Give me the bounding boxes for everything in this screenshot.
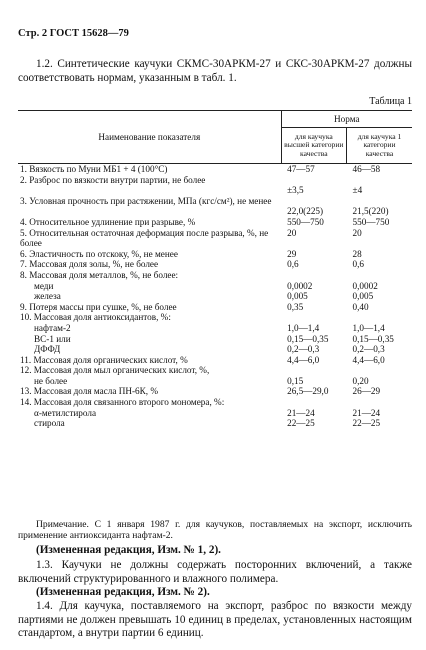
row-name: 3. Условная прочность при растяжении, МПа (кгс/см²), не менее — [20, 195, 272, 206]
value-first — [347, 270, 412, 281]
value-first: 20 — [352, 227, 362, 238]
table-caption: Таблица 1 — [369, 96, 412, 107]
table-row — [18, 281, 412, 292]
table-row — [18, 397, 412, 408]
column-header-highest: для каучука высшей категории качества — [281, 128, 346, 164]
row-name: 10. Массовая доля антиоксидантов, %: — [20, 312, 171, 323]
row-name: меди — [34, 280, 54, 291]
value-highest: 550—750 — [287, 216, 324, 227]
value-highest — [281, 270, 346, 281]
value-first: 0,20 — [352, 375, 369, 386]
table-row — [18, 344, 412, 355]
row-name: 2. Разброс по вязкости внутри партии, не более — [20, 174, 206, 185]
edit-note-1: (Измененная редакция, Изм. № 1, 2). — [36, 544, 221, 556]
norms-table — [18, 110, 412, 429]
value-first: 550—750 — [352, 216, 390, 227]
row-name: нафтам-2 — [34, 322, 71, 333]
edit-note-2: (Измененная редакция, Изм. № 2). — [36, 586, 210, 598]
value-highest: 22—25 — [287, 418, 315, 429]
value-highest: 1,0—1,4 — [287, 322, 320, 333]
row-name — [18, 185, 281, 196]
row-name: 12. Массовая доля мыл органических кислот, %, — [20, 365, 210, 376]
value-first: 0,2—0,3 — [352, 344, 385, 355]
paragraph-1-4: 1.4. Для каучука, поставляемого на экспорт, разброс по вязкости между партиями не должен превышать 10 единиц в пределах, установленных настоящим стандартом, а внутри партии 6 единиц. — [18, 600, 412, 639]
value-highest: 22,0(225) — [287, 206, 324, 217]
table-row — [18, 291, 412, 302]
value-highest — [281, 397, 346, 408]
value-first: 22—25 — [352, 418, 381, 429]
table-row — [18, 376, 412, 387]
row-name: не более — [34, 375, 68, 386]
value-first: 0,40 — [352, 301, 369, 312]
table-row — [18, 312, 412, 323]
row-name: 5. Относительная остаточная деформация после разрыва, %, не более — [20, 227, 269, 249]
value-first: 46—58 — [352, 164, 381, 174]
value-highest — [281, 365, 346, 376]
row-name: железа — [34, 291, 61, 302]
row-name: стирола — [34, 418, 65, 429]
row-name: 14. Массовая доля связанного второго мономера, %: — [20, 397, 225, 408]
value-highest: 0,35 — [287, 301, 304, 312]
value-highest — [281, 175, 346, 186]
row-name: 1. Вязкость по Муни МБ1 + 4 (100°С) — [20, 164, 168, 174]
row-name: 13. Массовая доля масла ПН-6К, % — [20, 386, 159, 397]
value-highest: 29 — [287, 248, 297, 259]
value-highest: 0,2—0,3 — [287, 344, 320, 355]
row-name: ВС-1 или — [34, 333, 71, 344]
value-highest: ±3,5 — [287, 185, 304, 196]
table-row — [18, 228, 412, 249]
value-first: 1,0—1,4 — [352, 322, 385, 333]
row-name: 4. Относительное удлинение при разрыве, % — [20, 216, 196, 227]
value-first: 21—24 — [352, 407, 381, 418]
table-row — [18, 408, 412, 419]
paragraph-1-3: 1.3. Каучуки не должны содержать посторонних включений, а также включений структурированного и влажного полимера. — [18, 559, 412, 585]
value-first — [347, 365, 412, 376]
table-row — [18, 270, 412, 281]
value-first — [347, 175, 412, 186]
row-name: 9. Потеря массы при сушке, %, не более — [20, 301, 177, 312]
row-name — [18, 206, 281, 217]
table-note: Примечание. С 1 января 1987 г. для каучуков, поставляемых на экспорт, исключить применение антиоксиданта нафтам-2. — [18, 519, 412, 541]
table-row — [18, 355, 412, 366]
paragraph-1-2: 1.2. Синтетические каучуки СКМС-30АРКМ-27 и СКС-30АРКМ-27 должны соответствовать нормам, указанным в табл. 1. — [18, 58, 412, 84]
table-row — [18, 206, 412, 217]
table-row — [18, 164, 412, 175]
value-highest: 0,0002 — [287, 280, 313, 291]
page-header: Стр. 2 ГОСТ 15628—79 — [18, 28, 129, 39]
row-name: 11. Массовая доля органических кислот, % — [20, 354, 188, 365]
column-header-norm: Норма — [281, 111, 412, 128]
value-highest: 47—57 — [287, 164, 315, 174]
row-name: α-метилстирола — [34, 407, 97, 418]
table-row — [18, 365, 412, 376]
table-row — [18, 259, 412, 270]
table-row — [18, 302, 412, 313]
table-row — [18, 217, 412, 228]
value-highest — [281, 312, 346, 323]
table-row — [18, 185, 412, 196]
value-first: 0,005 — [352, 291, 374, 302]
column-header-name: Наименование показателя — [18, 111, 281, 164]
value-first: 28 — [352, 248, 362, 259]
value-first: 0,15—0,35 — [352, 333, 394, 344]
value-first — [347, 397, 412, 408]
value-highest: 0,6 — [287, 259, 299, 270]
table-row — [18, 418, 412, 429]
table-row — [18, 175, 412, 186]
value-first: ±4 — [352, 185, 363, 196]
table-body — [18, 164, 412, 429]
value-highest: 20 — [287, 227, 297, 238]
value-first — [347, 196, 412, 207]
value-highest: 4,4—6,0 — [287, 354, 320, 365]
table-row — [18, 323, 412, 334]
row-name: 7. Массовая доля золы, %, не более — [20, 259, 159, 270]
value-highest: 26,5—29,0 — [287, 386, 329, 397]
value-highest: 0,15 — [287, 375, 304, 386]
value-highest — [281, 196, 346, 207]
column-header-first: для каучука 1 категории качества — [347, 128, 412, 164]
value-first: 0,6 — [352, 259, 365, 270]
value-highest: 21—24 — [287, 407, 315, 418]
value-first: 0,0002 — [352, 280, 378, 291]
value-first: 26—29 — [352, 386, 381, 397]
table-row — [18, 249, 412, 260]
table-row — [18, 334, 412, 345]
row-name: ДФФД — [34, 344, 61, 355]
value-highest: 0,15—0,35 — [287, 333, 329, 344]
value-first — [347, 312, 412, 323]
row-name: 6. Эластичность по отскоку, %, не менее — [20, 248, 178, 259]
value-highest: 0,005 — [287, 291, 308, 302]
row-name: 8. Массовая доля металлов, %, не более: — [20, 269, 179, 280]
value-first: 21,5(220) — [352, 206, 389, 217]
value-first: 4,4—6,0 — [352, 354, 385, 365]
table-row — [18, 386, 412, 397]
table-row — [18, 196, 412, 207]
